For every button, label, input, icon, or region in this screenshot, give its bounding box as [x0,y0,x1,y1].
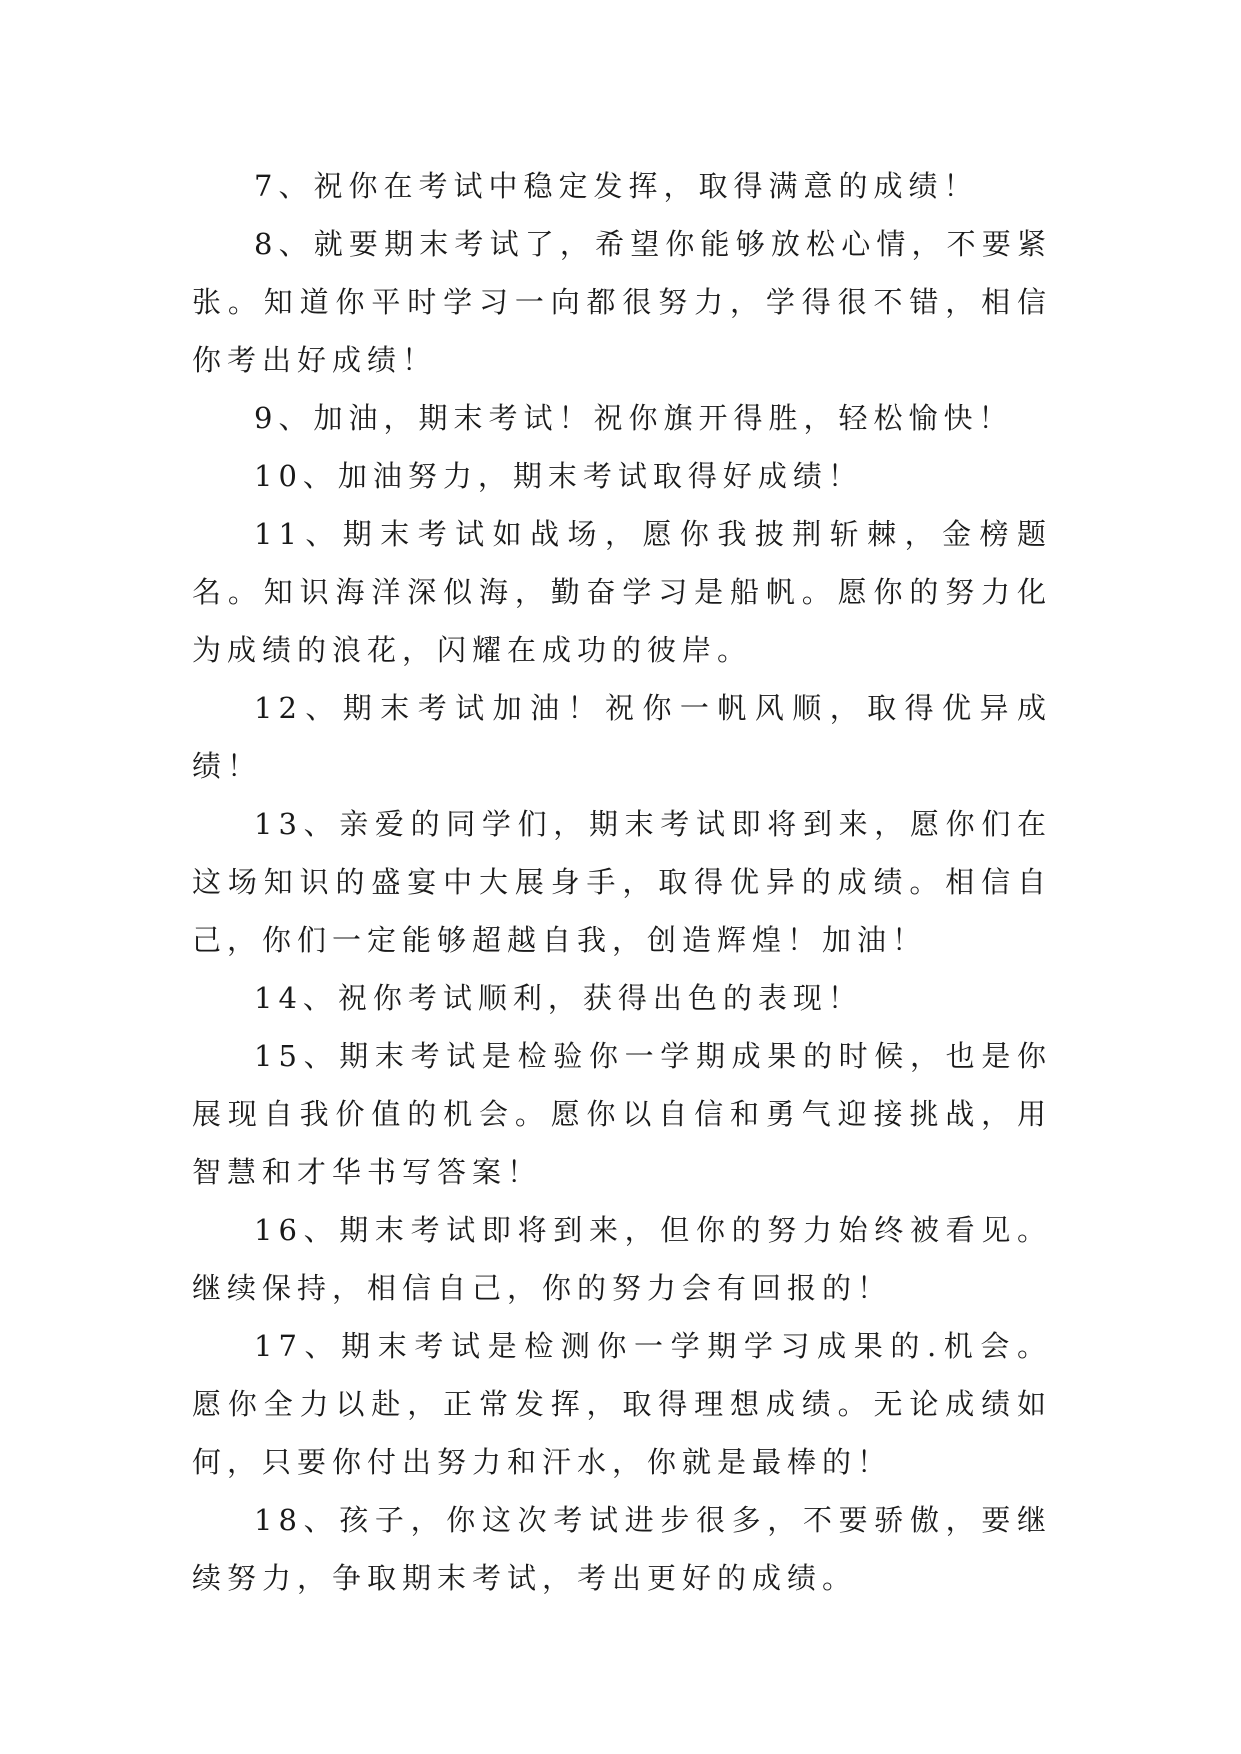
paragraph-14: 14、祝你考试顺利，获得出色的表现！ [254,981,863,1015]
paragraph-15: 15、期末考试是检验你一学期成果的时候，也是你展现自我价值的机会。愿你以自信和勇气迎接挑战，用智慧和才华书写答案！ [192,1039,1052,1189]
paragraph-12: 12、期末考试加油！祝你一帆风顺，取得优异成绩！ [192,691,1052,783]
paragraph-9: 9、加油，期末考试！祝你旗开得胜，轻松愉快！ [254,401,1014,435]
paragraph-16: 16、期末考试即将到来，但你的努力始终被看见。继续保持，相信自己，你的努力会有回报的！ [192,1213,1052,1305]
paragraph-8: 8、就要期末考试了，希望你能够放松心情，不要紧张。知道你平时学习一向都很努力，学得很不错，相信你考出好成绩！ [192,227,1052,377]
document-body [192,157,1052,1607]
paragraph-17: 17、期末考试是检测你一学期学习成果的.机会。愿你全力以赴，正常发挥，取得理想成绩。无论成绩如何，只要你付出努力和汗水，你就是最棒的！ [192,1329,1052,1479]
paragraph-18: 18、孩子，你这次考试进步很多，不要骄傲，要继续努力，争取期末考试，考出更好的成绩。 [192,1503,1052,1595]
paragraph-13: 13、亲爱的同学们，期末考试即将到来，愿你们在这场知识的盛宴中大展身手，取得优异的成绩。相信自己，你们一定能够超越自我，创造辉煌！加油！ [192,807,1052,957]
paragraph-11: 11、期末考试如战场，愿你我披荆斩棘，金榜题名。知识海洋深似海，勤奋学习是船帆。愿你的努力化为成绩的浪花，闪耀在成功的彼岸。 [192,517,1052,667]
paragraph-10: 10、加油努力，期末考试取得好成绩！ [254,459,863,493]
paragraph-7: 7、祝你在考试中稳定发挥，取得满意的成绩！ [254,169,979,203]
